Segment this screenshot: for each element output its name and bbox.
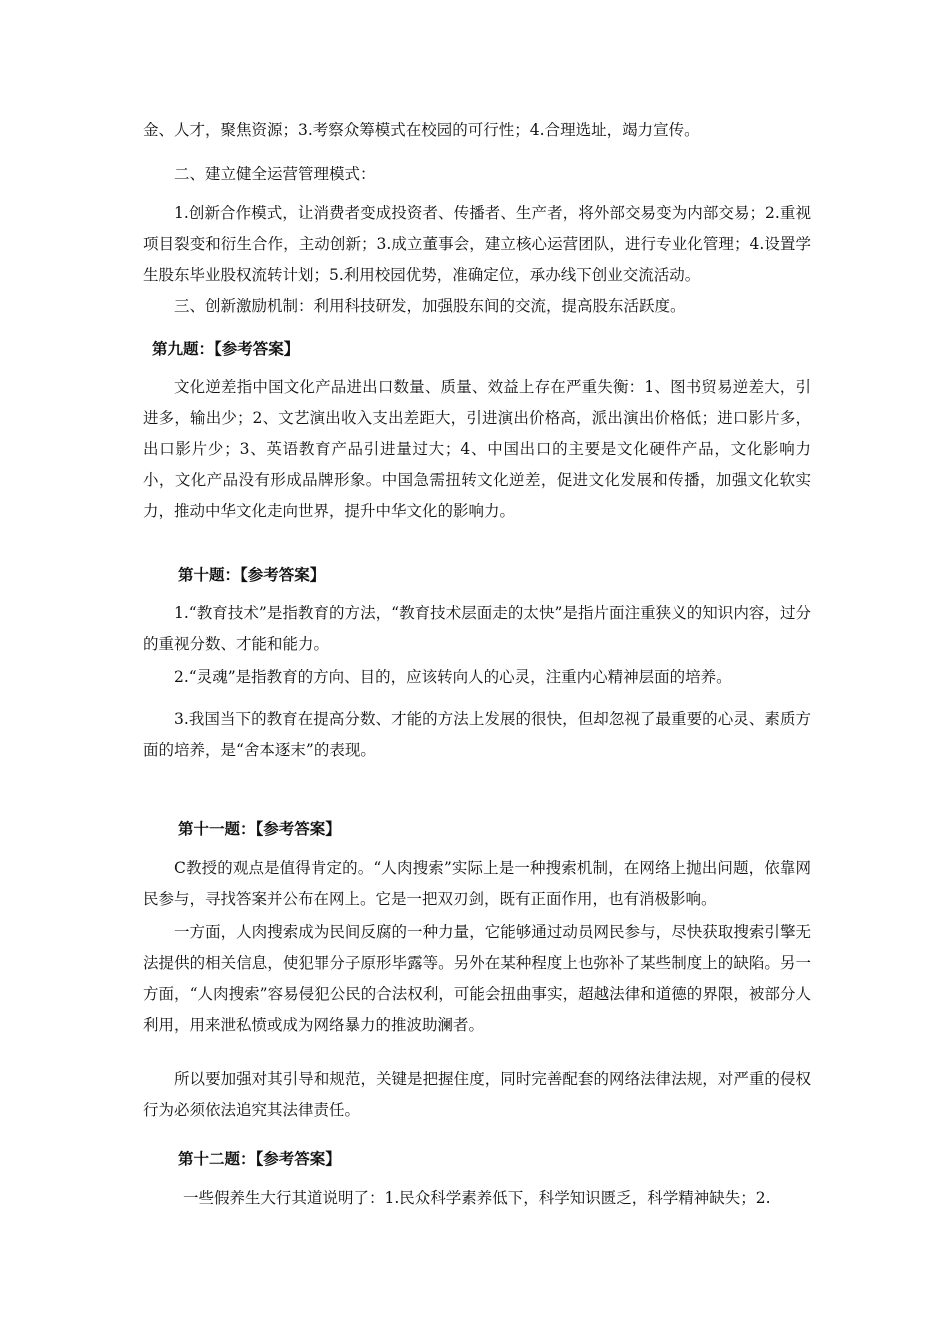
paragraph: 文化逆差指中国文化产品进出口数量、质量、效益上存在严重失衡：1、图书贸易逆差大，引进多，输出少；2、文艺演出收入支出差距大，引进演出价格高，派出演出价格低；进口影片多，出口影片少；3、英语教育产品引进量过大；4、中国出口的主要是文化硬件产品，文化影响力小，文化产品没有形成品牌形象。中国急需扭转文化逆差，促进文化发展和传播，加强文化软实力，推动中华文化走向世界，提升中华文化的影响力。: [143, 378, 811, 520]
paragraph: 1.“教育技术”是指教育的方法，“教育技术层面走的太快”是指片面注重狭义的知识内容，过分的重视分数、才能和能力。: [143, 604, 811, 653]
question-10-heading: 第十题：【参考答案】: [178, 565, 326, 584]
section-heading-3: 三、创新激励机制：利用科技研发，加强股东间的交流，提高股东活跃度。: [174, 297, 686, 315]
paragraph: 2.“灵魂”是指教育的方向、目的，应该转向人的心灵，注重内心精神层面的培养。: [174, 668, 732, 686]
question-11-heading: 第十一题：【参考答案】: [178, 819, 341, 838]
paragraph: 1.创新合作模式，让消费者变成投资者、传播者、生产者，将外部交易变为内部交易；2.重视项目裂变和衍生合作，主动创新；3.成立董事会，建立核心运营团队，进行专业化管理；4.设置学生股东毕业股权流转计划；5.利用校园优势，准确定位，承办线下创业交流活动。: [143, 204, 811, 284]
paragraph: 一方面，人肉搜索成为民间反腐的一种力量，它能够通过动员网民参与，尽快获取搜索引擎无法提供的相关信息，使犯罪分子原形毕露等。另外在某种程度上也弥补了某些制度上的缺陷。另一方面，“人肉搜索”容易侵犯公民的合法权利，可能会扭曲事实，超越法律和道德的界限，被部分人利用，用来泄私愤或成为网络暴力的推波助澜者。: [143, 923, 811, 1034]
paragraph: 一些假养生大行其道说明了：1.民众科学素养低下，科学知识匮乏，科学精神缺失；2.: [183, 1189, 771, 1207]
question-12-heading: 第十二题：【参考答案】: [178, 1149, 341, 1168]
question-9-heading: 第九题：【参考答案】: [152, 339, 300, 358]
paragraph: C教授的观点是值得肯定的。“人肉搜索”实际上是一种搜索机制，在网络上抛出问题，依靠网民参与，寻找答案并公布在网上。它是一把双刃剑，既有正面作用，也有消极影响。: [143, 859, 811, 908]
paragraph: 3.我国当下的教育在提高分数、才能的方法上发展的很快，但却忽视了最重要的心灵、素质方面的培养，是“舍本逐末”的表现。: [143, 710, 811, 759]
paragraph: 金、人才，聚焦资源；3.考察众筹模式在校园的可行性；4.合理选址，竭力宣传。: [143, 121, 700, 139]
paragraph: 所以要加强对其引导和规范，关键是把握住度，同时完善配套的网络法律法规，对严重的侵权行为必须依法追究其法律责任。: [143, 1070, 811, 1119]
section-heading-2: 二、建立健全运营管理模式：: [174, 165, 376, 183]
